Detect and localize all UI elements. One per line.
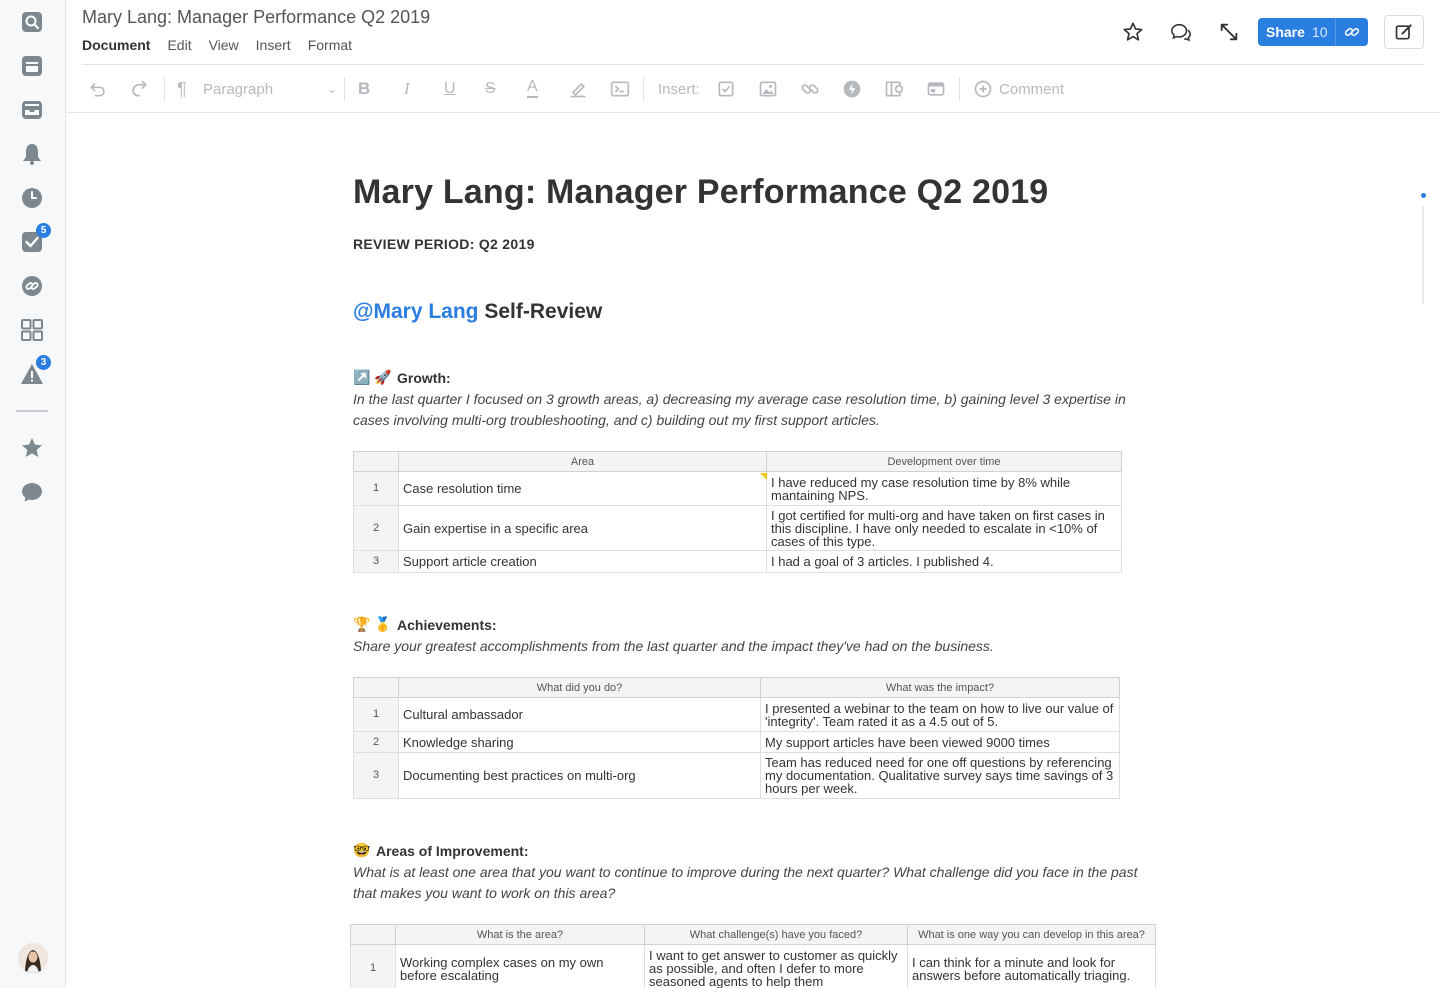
growth-heading[interactable] [353, 369, 451, 386]
menu-edit[interactable]: Edit [167, 37, 192, 53]
table-row [354, 506, 1122, 551]
medal-emoji-icon: 🥇 [374, 616, 392, 632]
column-header[interactable]: What challenge(s) have you faced? [645, 925, 908, 945]
bold-icon[interactable]: B [358, 79, 371, 98]
table-cell[interactable]: I can think for a minute and look for answers before automatically triaging. [908, 945, 1156, 988]
grid-icon[interactable] [19, 317, 45, 343]
column-header[interactable]: Development over time [767, 452, 1122, 472]
rocket-emoji-icon: 🚀 [374, 369, 392, 385]
header [66, 0, 1440, 65]
arrow-up-right-emoji-icon: ↗️ [353, 369, 371, 385]
spreadsheet-icon[interactable] [884, 78, 904, 100]
achievements-table[interactable] [353, 677, 1120, 799]
undo-icon[interactable] [88, 78, 108, 100]
highlight-icon[interactable] [568, 78, 588, 100]
user-mention[interactable]: @Mary Lang [353, 300, 479, 323]
table-cell[interactable]: Support article creation [399, 551, 767, 573]
search-icon[interactable] [19, 9, 45, 35]
document-title[interactable]: Mary Lang: Manager Performance Q2 2019 [353, 173, 1049, 211]
favorite-star-icon[interactable] [1121, 20, 1145, 44]
nerd-face-emoji-icon: 🤓 [353, 842, 371, 858]
comment-button[interactable] [973, 78, 1064, 100]
text-color-icon[interactable]: A [527, 78, 538, 98]
comment-label: Comment [999, 80, 1065, 98]
scroll-position-indicator[interactable] [1421, 193, 1426, 198]
review-period[interactable]: REVIEW PERIOD: Q2 2019 [353, 236, 535, 252]
expand-icon[interactable] [1217, 20, 1241, 44]
share-button[interactable] [1258, 18, 1368, 46]
menu-view[interactable]: View [208, 37, 239, 53]
insert-label: Insert: [658, 80, 700, 98]
column-header[interactable]: What is the area? [396, 925, 645, 945]
growth-heading-label: Growth: [397, 369, 451, 386]
warning-icon[interactable] [19, 357, 47, 387]
checkbox-icon[interactable] [19, 225, 47, 255]
row-number[interactable]: 3 [354, 551, 399, 573]
corner-cell [351, 925, 396, 945]
column-header[interactable]: What was the impact? [761, 678, 1120, 698]
row-number[interactable]: 1 [354, 698, 399, 732]
window-title: Mary Lang: Manager Performance Q2 2019 [82, 7, 431, 27]
table-cell[interactable]: I had a goal of 3 articles. I published 4. [767, 551, 1122, 573]
table-cell[interactable]: Cultural ambassador [399, 698, 761, 732]
paragraph-label: Paragraph [203, 80, 274, 98]
table-cell[interactable]: I presented a webinar to the team on how to live our value of 'integrity'. Team rated it as a 4.5 out of 5. [761, 698, 1120, 732]
table-cell[interactable]: I want to get answer to customer as quickly as possible, and often I defer to more seasoned agents to help them [645, 945, 908, 988]
bell-icon[interactable] [19, 141, 45, 167]
row-number[interactable]: 2 [354, 506, 399, 551]
table-cell[interactable]: Documenting best practices on multi-org [399, 753, 761, 799]
row-number[interactable]: 3 [354, 753, 399, 799]
achievements-heading[interactable] [353, 616, 497, 633]
sidebar [0, 0, 66, 988]
table-row [354, 698, 1120, 732]
underline-icon[interactable]: U [444, 80, 456, 97]
table-row [354, 732, 1120, 753]
row-number[interactable]: 1 [351, 945, 396, 988]
clock-icon[interactable] [19, 185, 45, 211]
column-header[interactable]: What is one way you can develop in this area? [908, 925, 1156, 945]
tasks-badge: 5 [36, 223, 51, 238]
chevron-down-icon: ⌄ [326, 82, 337, 96]
self-review-label: Self-Review [484, 300, 603, 323]
avatar[interactable] [18, 943, 48, 973]
strikethrough-icon[interactable]: S [485, 80, 496, 97]
menu-format[interactable]: Format [307, 37, 353, 53]
header-divider [82, 64, 1424, 65]
improvement-description[interactable]: What is at least one area that you want to continue to improve during the next quarter? What challenge did you face in the past that makes you want to work on this area? [353, 864, 1138, 901]
table-row [354, 551, 1122, 573]
growth-description[interactable]: In the last quarter I focused on 3 growth areas, a) decreasing my average case resolution time, b) gaining level 3 expertise in cases involving multi-org troubleshooting, and c) building out my first support articles. [353, 391, 1126, 428]
star-icon[interactable] [19, 435, 45, 461]
corner-cell [354, 452, 399, 472]
table-cell[interactable]: Case resolution time [399, 472, 767, 506]
scrollbar[interactable] [1422, 206, 1424, 304]
pilcrow-icon: ¶ [177, 78, 187, 99]
menu-insert[interactable]: Insert [255, 37, 291, 53]
menu-bar [82, 37, 352, 53]
column-header[interactable]: Area [399, 452, 767, 472]
table-row [351, 945, 1156, 988]
alerts-badge: 3 [36, 355, 51, 370]
table-cell[interactable]: I have reduced my case resolution time by 8% while mantaining NPS. [767, 472, 1122, 506]
inbox-icon[interactable] [19, 97, 45, 123]
link-icon[interactable] [19, 273, 45, 299]
image-icon[interactable] [758, 78, 778, 100]
add-comment-icon [973, 79, 993, 99]
editor-toolbar [66, 66, 1440, 113]
checklist-icon[interactable] [716, 78, 736, 100]
self-review-heading[interactable] [353, 300, 602, 324]
chat-icon[interactable] [19, 479, 45, 505]
improvement-heading-label: Areas of Improvement: [376, 842, 529, 859]
comment-marker[interactable] [760, 473, 767, 480]
table-cell[interactable]: I got certified for multi-org and have taken on first cases in this discipline. I have only needed to escalate in <10% of cases of this type. [767, 506, 1122, 551]
live-app-icon[interactable] [926, 78, 946, 100]
share-label: Share [1266, 24, 1305, 40]
achievements-heading-label: Achievements: [397, 616, 497, 633]
improvement-table[interactable] [350, 924, 1156, 988]
table-row [354, 753, 1120, 799]
paragraph-style-select[interactable] [177, 78, 337, 100]
copy-link-icon[interactable] [1335, 18, 1368, 46]
corner-cell [354, 678, 399, 698]
toolbar-separator [344, 77, 345, 101]
achievements-description[interactable]: Share your greatest accomplishments from the last quarter and the impact they've had on the business. [353, 638, 994, 654]
row-number[interactable]: 1 [354, 472, 399, 506]
table-cell[interactable]: Knowledge sharing [399, 732, 761, 753]
italic-icon[interactable]: I [404, 79, 410, 98]
compose-button[interactable] [1384, 15, 1424, 49]
sidebar-divider [16, 410, 48, 412]
insert-link-icon[interactable] [800, 78, 820, 100]
table-row [354, 472, 1122, 506]
lightning-icon[interactable] [842, 78, 862, 100]
improvement-heading[interactable] [353, 842, 528, 859]
compose-icon [1394, 22, 1414, 42]
table-cell[interactable]: Team has reduced need for one off questions by referencing my documentation. Qualitative survey says time savings of 3 hours per week. [761, 753, 1120, 799]
toolbar-separator [959, 77, 960, 101]
toolbar-separator [164, 77, 165, 101]
redo-icon[interactable] [129, 78, 149, 100]
toolbar-separator [643, 77, 644, 101]
document-body[interactable] [353, 113, 1173, 988]
column-header[interactable]: What did you do? [399, 678, 761, 698]
share-count: 10 [1311, 24, 1328, 40]
table-cell[interactable]: Working complex cases on my own before escalating [396, 945, 645, 988]
table-cell[interactable]: My support articles have been viewed 9000 times [761, 732, 1120, 753]
trophy-emoji-icon: 🏆 [353, 616, 371, 632]
menu-document[interactable]: Document [82, 37, 151, 53]
table-cell[interactable]: Gain expertise in a specific area [399, 506, 767, 551]
browser-icon[interactable] [19, 53, 45, 79]
growth-table[interactable] [353, 451, 1122, 573]
conversation-icon[interactable] [1169, 20, 1193, 44]
code-block-icon[interactable] [610, 78, 630, 100]
row-number[interactable]: 2 [354, 732, 399, 753]
